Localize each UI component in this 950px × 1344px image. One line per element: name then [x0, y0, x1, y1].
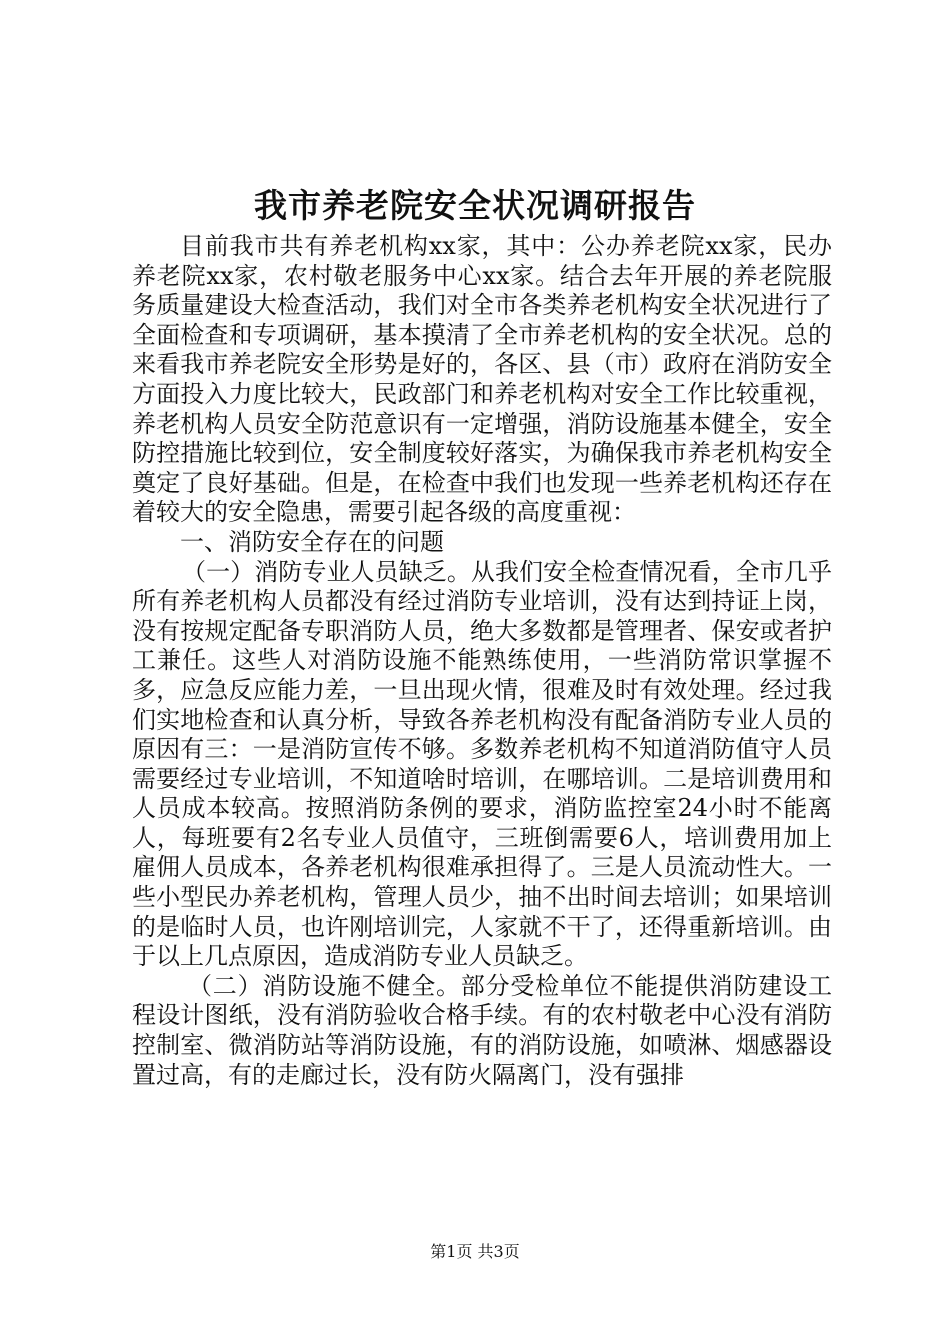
paragraph-facilities: （二）消防设施不健全。部分受检单位不能提供消防建设工程设计图纸，没有消防验收合格手续。有的农村敬老中心没有消防控制室、微消防站等消防设施，有的消防设施，如喷淋、烟感器设置过高，有的走廊过长，没有防火隔离门，没有强排	[132, 971, 832, 1089]
document-title: 我市养老院安全状况调研报告	[254, 186, 696, 225]
page-footer: 第1页 共3页	[430, 1242, 520, 1261]
section-heading-fire-safety: 一、消防安全存在的问题	[180, 527, 444, 556]
paragraph-intro: 目前我市共有养老机构xx家，其中：公办养老院xx家，民办养老院xx家，农村敬老服务中心xx家。结合去年开展的养老院服务质量建设大检查活动，我们对全市各类养老机构安全状况进行了全面检查和专项调研，基本摸清了全市养老机构的安全状况。总的来看我市养老院安全形势是好的，各区、县（市）政府在消防安全方面投入力度比较大，民政部门和养老机构对安全工作比较重视，养老机构人员安全防范意识有一定增强，消防设施基本健全，安全防控措施比较到位，安全制度较好落实，为确保我市养老机构安全奠定了良好基础。但是，在检查中我们也发现一些养老机构还存在着较大的安全隐患，需要引起各级的高度重视：	[132, 232, 832, 527]
document-body	[132, 232, 832, 1090]
paragraph-staff-shortage: （一）消防专业人员缺乏。从我们安全检查情况看，全市几乎所有养老机构人员都没有经过消防专业培训，没有达到持证上岗，没有按规定配备专职消防人员，绝大多数都是管理者、保安或者护工兼任。这些人对消防设施不能熟练使用，一些消防常识掌握不多，应急反应能力差，一旦出现火情，很难及时有效处理。经过我们实地检查和认真分析，导致各养老机构没有配备消防专业人员的原因有三：一是消防宣传不够。多数养老机构不知道消防值守人员需要经过专业培训，不知道啥时培训，在哪培训。二是培训费用和人员成本较高。按照消防条例的要求，消防监控室24小时不能离人，每班要有2名专业人员值守，三班倒需要6人，培训费用加上雇佣人员成本，各养老机构很难承担得了。三是人员流动性大。一些小型民办养老机构，管理人员少，抽不出时间去培训；如果培训的是临时人员，也许刚培训完，人家就不干了，还得重新培训。由于以上几点原因，造成消防专业人员缺乏。	[132, 557, 832, 971]
